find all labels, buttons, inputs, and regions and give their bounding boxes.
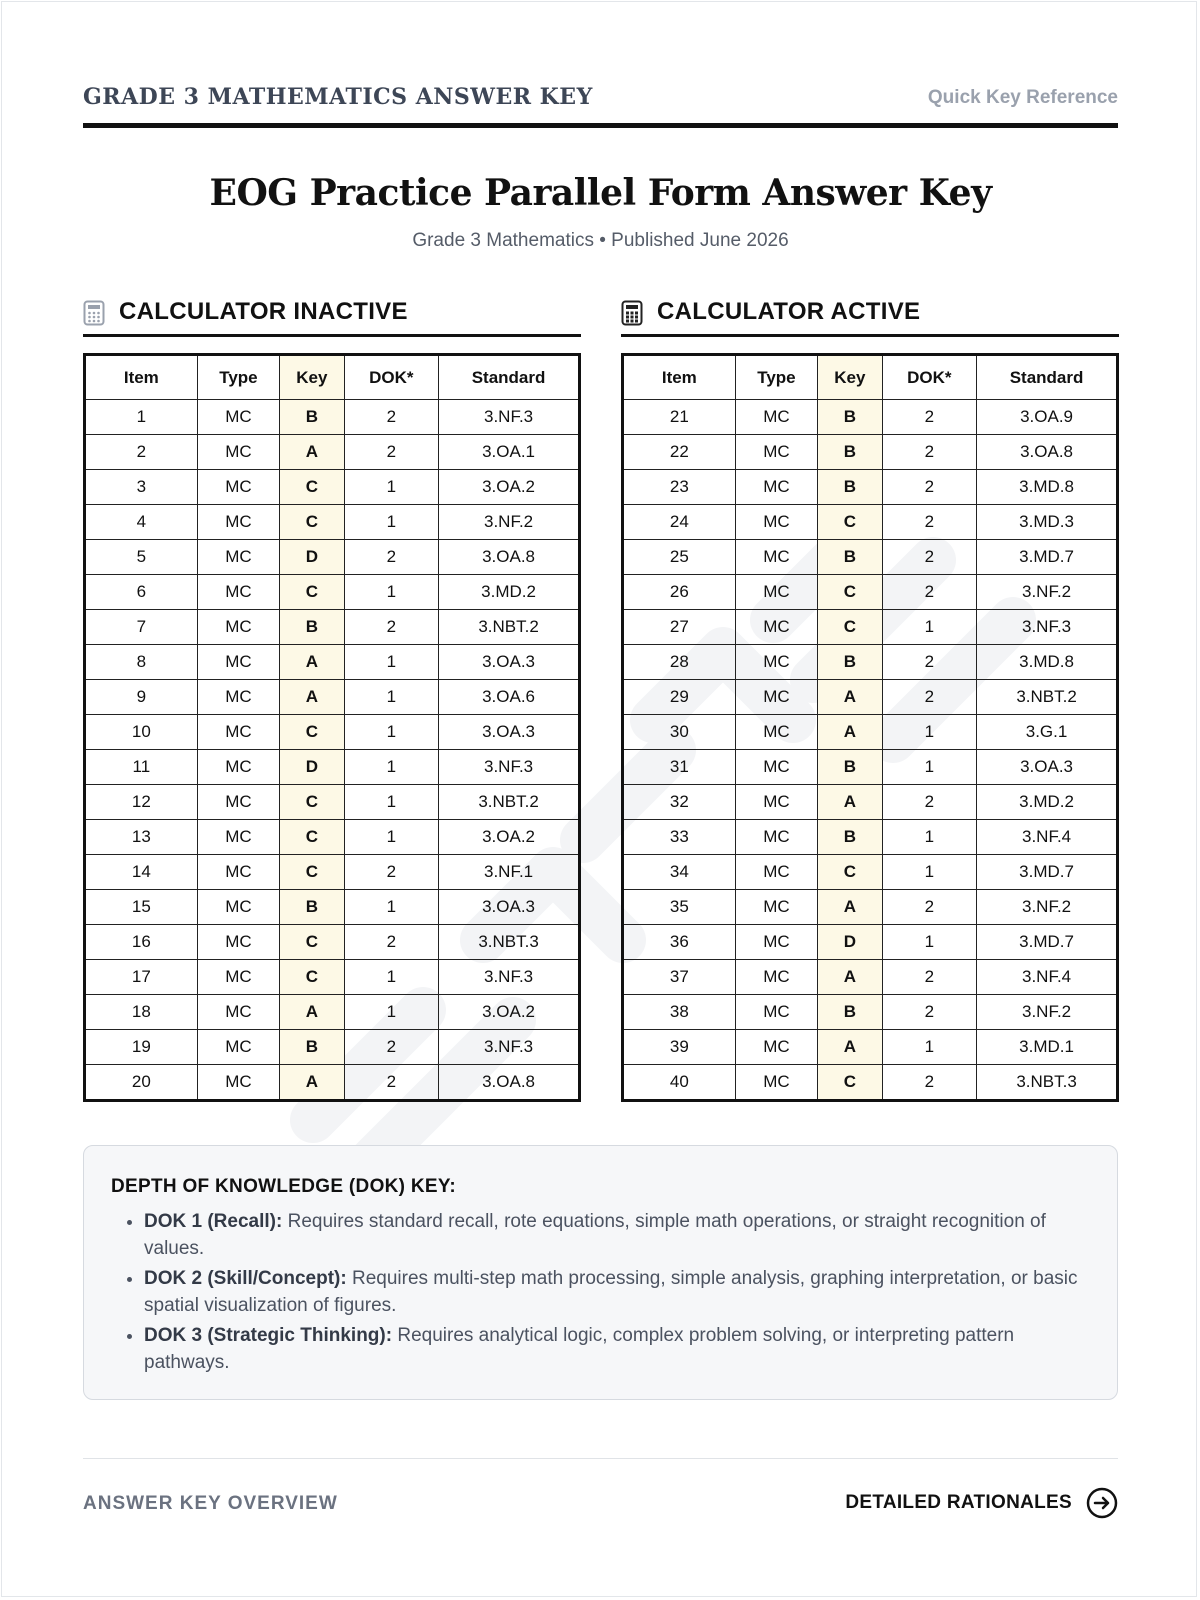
item-cell: 15 xyxy=(85,890,198,925)
table-row xyxy=(623,400,1118,435)
item-cell: 3 xyxy=(85,470,198,505)
standard-cell: 3.OA.9 xyxy=(977,400,1118,435)
type-cell: MC xyxy=(735,645,818,680)
dok-cell: 2 xyxy=(882,785,977,820)
table-row xyxy=(85,960,580,995)
section-header xyxy=(621,290,1119,337)
type-cell: MC xyxy=(735,505,818,540)
dok-cell: 2 xyxy=(344,925,439,960)
page-header xyxy=(83,84,1118,128)
standard-cell: 3.MD.2 xyxy=(977,785,1118,820)
key-cell: B xyxy=(818,820,882,855)
key-cell: A xyxy=(280,680,344,715)
item-cell: 9 xyxy=(85,680,198,715)
item-cell: 21 xyxy=(623,400,736,435)
dok-cell: 2 xyxy=(882,890,977,925)
key-cell: A xyxy=(818,890,882,925)
type-cell: MC xyxy=(735,610,818,645)
key-cell: A xyxy=(280,1065,344,1101)
item-cell: 27 xyxy=(623,610,736,645)
standard-cell: 3.OA.8 xyxy=(439,1065,580,1101)
table-row xyxy=(623,890,1118,925)
key-cell: C xyxy=(818,855,882,890)
answer-key-overview-label: ANSWER KEY OVERVIEW xyxy=(83,1493,338,1514)
dok-cell: 2 xyxy=(344,540,439,575)
dok-cell: 1 xyxy=(344,890,439,925)
standard-cell: 3.OA.2 xyxy=(439,470,580,505)
dok-cell: 1 xyxy=(344,470,439,505)
table-row xyxy=(623,505,1118,540)
dok-cell: 2 xyxy=(882,470,977,505)
table-row xyxy=(623,1030,1118,1065)
standard-cell: 3.MD.7 xyxy=(977,925,1118,960)
dok-cell: 2 xyxy=(882,645,977,680)
table-row xyxy=(85,505,580,540)
key-cell: C xyxy=(280,575,344,610)
item-cell: 17 xyxy=(85,960,198,995)
dok-cell: 1 xyxy=(344,505,439,540)
standard-cell: 3.NF.4 xyxy=(977,960,1118,995)
dok-term: DOK 2 (Skill/Concept): xyxy=(144,1268,347,1289)
type-cell: MC xyxy=(735,1065,818,1101)
table-row xyxy=(623,540,1118,575)
type-cell: MC xyxy=(735,715,818,750)
item-cell: 32 xyxy=(623,785,736,820)
key-cell: D xyxy=(280,750,344,785)
dok-cell: 2 xyxy=(882,960,977,995)
item-cell: 26 xyxy=(623,575,736,610)
dok-cell: 1 xyxy=(882,715,977,750)
standard-cell: 3.OA.3 xyxy=(439,890,580,925)
dok-description: Requires standard recall, rote equations, simple math operations, or straight recognition of values. xyxy=(144,1211,1046,1259)
dok-cell: 2 xyxy=(344,1065,439,1101)
key-cell: B xyxy=(280,1030,344,1065)
table-row xyxy=(623,995,1118,1030)
item-cell: 38 xyxy=(623,995,736,1030)
item-cell: 29 xyxy=(623,680,736,715)
type-cell: MC xyxy=(197,645,280,680)
type-cell: MC xyxy=(735,995,818,1030)
key-cell: B xyxy=(280,610,344,645)
key-cell: A xyxy=(818,680,882,715)
item-cell: 12 xyxy=(85,785,198,820)
type-cell: MC xyxy=(735,470,818,505)
item-cell: 34 xyxy=(623,855,736,890)
key-cell: C xyxy=(818,1065,882,1101)
item-cell: 6 xyxy=(85,575,198,610)
table-row xyxy=(85,820,580,855)
page-footer xyxy=(83,1458,1118,1539)
dok-key-panel xyxy=(83,1145,1118,1400)
standard-cell: 3.OA.3 xyxy=(977,750,1118,785)
standard-cell: 3.G.1 xyxy=(977,715,1118,750)
key-cell: A xyxy=(818,960,882,995)
key-cell: B xyxy=(818,470,882,505)
type-cell: MC xyxy=(735,925,818,960)
dok-description: Requires multi-step math processing, simple analysis, graphing interpretation, or basic spatial visualization of figures. xyxy=(144,1268,1078,1316)
page-title: EOG Practice Parallel Form Answer Key xyxy=(209,172,992,214)
dok-cell: 1 xyxy=(882,750,977,785)
dok-cell: 1 xyxy=(882,925,977,960)
key-cell: C xyxy=(818,575,882,610)
dok-cell: 1 xyxy=(882,820,977,855)
table-row xyxy=(85,855,580,890)
dok-cell: 1 xyxy=(882,1030,977,1065)
key-cell: D xyxy=(280,540,344,575)
table-row xyxy=(85,995,580,1030)
table-row xyxy=(623,680,1118,715)
standard-cell: 3.NBT.3 xyxy=(439,925,580,960)
detailed-rationales-link[interactable] xyxy=(845,1487,1118,1519)
dok-cell: 2 xyxy=(882,540,977,575)
type-cell: MC xyxy=(735,400,818,435)
key-cell: C xyxy=(280,855,344,890)
dok-cell: 2 xyxy=(882,400,977,435)
dok-cell: 1 xyxy=(344,750,439,785)
key-cell: D xyxy=(818,925,882,960)
dok-cell: 2 xyxy=(882,1065,977,1101)
standard-cell: 3.OA.8 xyxy=(439,540,580,575)
item-cell: 25 xyxy=(623,540,736,575)
dok-list-item xyxy=(144,1208,1104,1262)
key-cell: C xyxy=(280,785,344,820)
column-header-item: Item xyxy=(85,355,198,400)
key-cell: B xyxy=(280,890,344,925)
table-row xyxy=(85,610,580,645)
standard-cell: 3.OA.3 xyxy=(439,645,580,680)
key-cell: C xyxy=(818,610,882,645)
dok-cell: 2 xyxy=(344,400,439,435)
table-row xyxy=(85,1065,580,1101)
type-cell: MC xyxy=(735,575,818,610)
dok-cell: 1 xyxy=(344,645,439,680)
dok-cell: 1 xyxy=(344,785,439,820)
type-cell: MC xyxy=(735,435,818,470)
key-cell: B xyxy=(818,540,882,575)
dok-term: DOK 1 (Recall): xyxy=(144,1211,283,1232)
type-cell: MC xyxy=(735,1030,818,1065)
dok-cell: 1 xyxy=(344,820,439,855)
type-cell: MC xyxy=(197,715,280,750)
item-cell: 24 xyxy=(623,505,736,540)
dok-list xyxy=(111,1208,1104,1379)
item-cell: 5 xyxy=(85,540,198,575)
dok-description: Requires analytical logic, complex problem solving, or interpreting pattern pathways. xyxy=(144,1325,1015,1373)
item-cell: 31 xyxy=(623,750,736,785)
type-cell: MC xyxy=(735,890,818,925)
item-cell: 39 xyxy=(623,1030,736,1065)
answer-table xyxy=(621,353,1119,1102)
item-cell: 7 xyxy=(85,610,198,645)
key-cell: A xyxy=(818,785,882,820)
item-cell: 36 xyxy=(623,925,736,960)
column-header-standard: Standard xyxy=(439,355,580,400)
answer-table xyxy=(83,353,581,1102)
standard-cell: 3.NF.4 xyxy=(977,820,1118,855)
table-row xyxy=(623,610,1118,645)
item-cell: 2 xyxy=(85,435,198,470)
standard-cell: 3.NF.3 xyxy=(439,400,580,435)
dok-term: DOK 3 (Strategic Thinking): xyxy=(144,1325,393,1346)
dok-cell: 1 xyxy=(344,715,439,750)
standard-cell: 3.NBT.3 xyxy=(977,1065,1118,1101)
dok-cell: 1 xyxy=(344,960,439,995)
item-cell: 11 xyxy=(85,750,198,785)
type-cell: MC xyxy=(197,820,280,855)
key-cell: A xyxy=(818,1030,882,1065)
standard-cell: 3.OA.1 xyxy=(439,435,580,470)
dok-cell: 2 xyxy=(344,1030,439,1065)
table-row xyxy=(85,750,580,785)
dok-cell: 2 xyxy=(882,505,977,540)
section-header xyxy=(83,290,581,337)
standard-cell: 3.OA.2 xyxy=(439,995,580,1030)
item-cell: 1 xyxy=(85,400,198,435)
table-row xyxy=(85,680,580,715)
table-row xyxy=(623,785,1118,820)
item-cell: 20 xyxy=(85,1065,198,1101)
table-row xyxy=(623,715,1118,750)
key-cell: B xyxy=(818,750,882,785)
type-cell: MC xyxy=(197,680,280,715)
reference-label: Quick Key Reference xyxy=(927,87,1118,108)
table-row xyxy=(85,435,580,470)
item-cell: 22 xyxy=(623,435,736,470)
dok-cell: 1 xyxy=(344,575,439,610)
table-row xyxy=(85,785,580,820)
section-title: CALCULATOR ACTIVE xyxy=(657,298,921,325)
dok-cell: 1 xyxy=(344,680,439,715)
item-cell: 28 xyxy=(623,645,736,680)
dok-cell: 1 xyxy=(882,610,977,645)
key-cell: C xyxy=(818,505,882,540)
standard-cell: 3.NF.3 xyxy=(439,960,580,995)
standard-cell: 3.NF.2 xyxy=(977,575,1118,610)
type-cell: MC xyxy=(197,575,280,610)
type-cell: MC xyxy=(197,925,280,960)
key-cell: C xyxy=(280,925,344,960)
section-calculator-active xyxy=(621,290,1119,1091)
dok-cell: 2 xyxy=(344,855,439,890)
table-row xyxy=(623,1065,1118,1101)
item-cell: 30 xyxy=(623,715,736,750)
dok-cell: 1 xyxy=(882,855,977,890)
standard-cell: 3.NF.3 xyxy=(439,750,580,785)
standard-cell: 3.OA.8 xyxy=(977,435,1118,470)
column-header-dok: DOK* xyxy=(882,355,977,400)
standard-cell: 3.OA.3 xyxy=(439,715,580,750)
type-cell: MC xyxy=(197,505,280,540)
column-header-key: Key xyxy=(818,355,882,400)
type-cell: MC xyxy=(735,750,818,785)
type-cell: MC xyxy=(197,855,280,890)
type-cell: MC xyxy=(197,540,280,575)
table-row xyxy=(623,470,1118,505)
column-header-item: Item xyxy=(623,355,736,400)
item-cell: 37 xyxy=(623,960,736,995)
key-cell: B xyxy=(818,400,882,435)
item-cell: 19 xyxy=(85,1030,198,1065)
type-cell: MC xyxy=(197,610,280,645)
dok-list-item xyxy=(144,1265,1104,1319)
key-cell: B xyxy=(818,435,882,470)
type-cell: MC xyxy=(197,400,280,435)
dok-cell: 2 xyxy=(882,995,977,1030)
standard-cell: 3.NF.2 xyxy=(977,995,1118,1030)
document-label: GRADE 3 MATHEMATICS ANSWER KEY xyxy=(83,84,593,110)
dok-cell: 2 xyxy=(882,680,977,715)
section-title: CALCULATOR INACTIVE xyxy=(119,298,408,325)
type-cell: MC xyxy=(735,785,818,820)
key-cell: A xyxy=(818,715,882,750)
table-row xyxy=(85,470,580,505)
standard-cell: 3.OA.2 xyxy=(439,820,580,855)
standard-cell: 3.MD.3 xyxy=(977,505,1118,540)
table-header-row xyxy=(623,355,1118,400)
standard-cell: 3.NF.1 xyxy=(439,855,580,890)
table-header-row xyxy=(85,355,580,400)
table-row xyxy=(85,925,580,960)
table-row xyxy=(85,645,580,680)
item-cell: 4 xyxy=(85,505,198,540)
item-cell: 35 xyxy=(623,890,736,925)
column-header-key: Key xyxy=(280,355,344,400)
standard-cell: 3.OA.6 xyxy=(439,680,580,715)
item-cell: 16 xyxy=(85,925,198,960)
key-cell: A xyxy=(280,435,344,470)
table-row xyxy=(623,435,1118,470)
type-cell: MC xyxy=(197,960,280,995)
item-cell: 13 xyxy=(85,820,198,855)
standard-cell: 3.MD.8 xyxy=(977,470,1118,505)
key-cell: A xyxy=(280,645,344,680)
standard-cell: 3.NBT.2 xyxy=(439,610,580,645)
calculator-filled-icon xyxy=(621,300,643,326)
item-cell: 14 xyxy=(85,855,198,890)
section-calculator-inactive xyxy=(83,290,581,1091)
key-cell: C xyxy=(280,820,344,855)
type-cell: MC xyxy=(735,820,818,855)
table-row xyxy=(85,890,580,925)
standard-cell: 3.MD.8 xyxy=(977,645,1118,680)
standard-cell: 3.MD.7 xyxy=(977,540,1118,575)
type-cell: MC xyxy=(735,540,818,575)
standard-cell: 3.NBT.2 xyxy=(977,680,1118,715)
type-cell: MC xyxy=(735,680,818,715)
type-cell: MC xyxy=(197,470,280,505)
type-cell: MC xyxy=(197,1065,280,1101)
key-cell: C xyxy=(280,505,344,540)
table-row xyxy=(85,715,580,750)
standard-cell: 3.NBT.2 xyxy=(439,785,580,820)
type-cell: MC xyxy=(197,995,280,1030)
detailed-rationales-label: DETAILED RATIONALES xyxy=(845,1492,1072,1513)
item-cell: 23 xyxy=(623,470,736,505)
column-header-dok: DOK* xyxy=(344,355,439,400)
key-cell: A xyxy=(280,995,344,1030)
table-row xyxy=(623,575,1118,610)
item-cell: 8 xyxy=(85,645,198,680)
dok-list-item xyxy=(144,1322,1104,1376)
calculator-outline-icon xyxy=(83,300,105,326)
type-cell: MC xyxy=(735,960,818,995)
standard-cell: 3.NF.2 xyxy=(439,505,580,540)
dok-cell: 2 xyxy=(344,610,439,645)
standard-cell: 3.MD.7 xyxy=(977,855,1118,890)
standard-cell: 3.NF.2 xyxy=(977,890,1118,925)
key-cell: C xyxy=(280,960,344,995)
answer-key-page xyxy=(83,0,1118,1600)
item-cell: 33 xyxy=(623,820,736,855)
page-subtitle: Grade 3 Mathematics • Published June 2026 xyxy=(412,230,789,251)
type-cell: MC xyxy=(735,855,818,890)
standard-cell: 3.NF.3 xyxy=(977,610,1118,645)
column-header-standard: Standard xyxy=(977,355,1118,400)
item-cell: 18 xyxy=(85,995,198,1030)
key-cell: C xyxy=(280,470,344,505)
standard-cell: 3.MD.1 xyxy=(977,1030,1118,1065)
type-cell: MC xyxy=(197,435,280,470)
dok-cell: 2 xyxy=(882,435,977,470)
column-header-type: Type xyxy=(735,355,818,400)
column-header-type: Type xyxy=(197,355,280,400)
table-row xyxy=(623,645,1118,680)
standard-cell: 3.NF.3 xyxy=(439,1030,580,1065)
table-row xyxy=(623,750,1118,785)
table-row xyxy=(623,960,1118,995)
dok-cell: 2 xyxy=(344,435,439,470)
key-cell: B xyxy=(280,400,344,435)
type-cell: MC xyxy=(197,890,280,925)
key-cell: B xyxy=(818,995,882,1030)
dok-cell: 2 xyxy=(882,575,977,610)
key-cell: C xyxy=(280,715,344,750)
item-cell: 40 xyxy=(623,1065,736,1101)
table-row xyxy=(85,1030,580,1065)
type-cell: MC xyxy=(197,1030,280,1065)
standard-cell: 3.MD.2 xyxy=(439,575,580,610)
table-row xyxy=(85,575,580,610)
type-cell: MC xyxy=(197,750,280,785)
arrow-right-circle-icon xyxy=(1086,1487,1118,1519)
dok-cell: 1 xyxy=(344,995,439,1030)
table-row xyxy=(623,925,1118,960)
table-row xyxy=(623,855,1118,890)
table-row xyxy=(623,820,1118,855)
dok-heading: DEPTH OF KNOWLEDGE (DOK) KEY: xyxy=(111,1176,457,1197)
item-cell: 10 xyxy=(85,715,198,750)
type-cell: MC xyxy=(197,785,280,820)
table-row xyxy=(85,400,580,435)
key-cell: B xyxy=(818,645,882,680)
table-row xyxy=(85,540,580,575)
